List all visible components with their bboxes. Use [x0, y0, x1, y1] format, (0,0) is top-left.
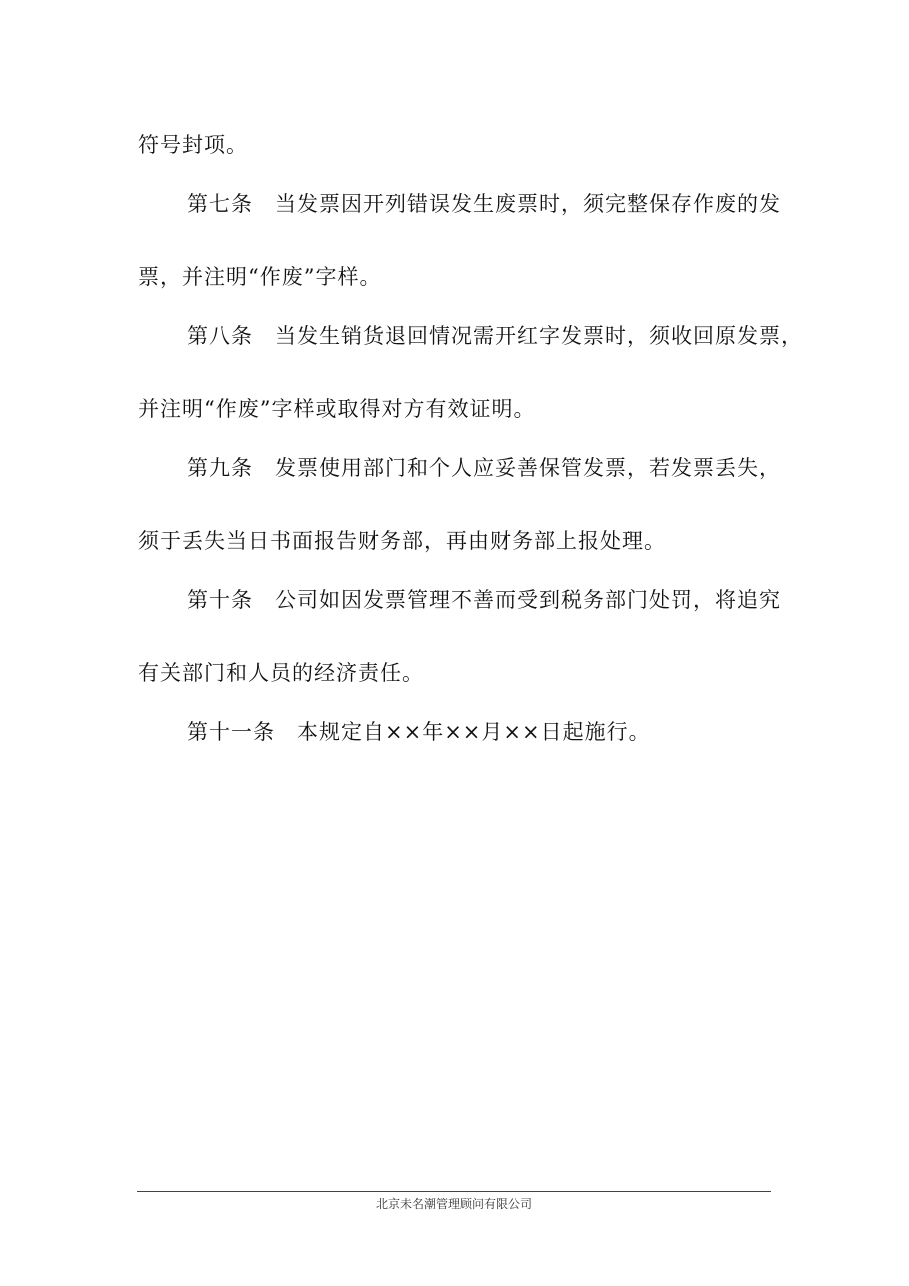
article-9-line-1: 第九条 发票使用部门和个人应妥善保管发票，若发票丢失，: [187, 456, 781, 480]
article-9-line-2: 须于丢失当日书面报告财务部，再由财务部上报处理。: [138, 529, 666, 553]
article-8-line-2: 并注明“作废”字样或取得对方有效证明。: [138, 397, 536, 421]
article-10-line-1: 第十条 公司如因发票管理不善而受到税务部门处罚，将追究: [187, 588, 781, 612]
article-11-line-1: 第十一条 本规定自××年××月××日起施行。: [187, 720, 651, 744]
footer-divider: [137, 1191, 771, 1192]
article-7-line-2: 票，并注明“作废”字样。: [138, 265, 382, 289]
text-line-continuation: 符号封项。: [138, 133, 248, 157]
article-10-line-2: 有关部门和人员的经济责任。: [138, 661, 424, 685]
article-7-line-1: 第七条 当发票因开列错误发生废票时，须完整保存作废的发: [187, 192, 781, 216]
article-8-line-1: 第八条 当发生销货退回情况需开红字发票时，须收回原发票，: [187, 324, 803, 348]
footer-company-name: 北京未名潮管理顾问有限公司: [375, 1197, 532, 1211]
